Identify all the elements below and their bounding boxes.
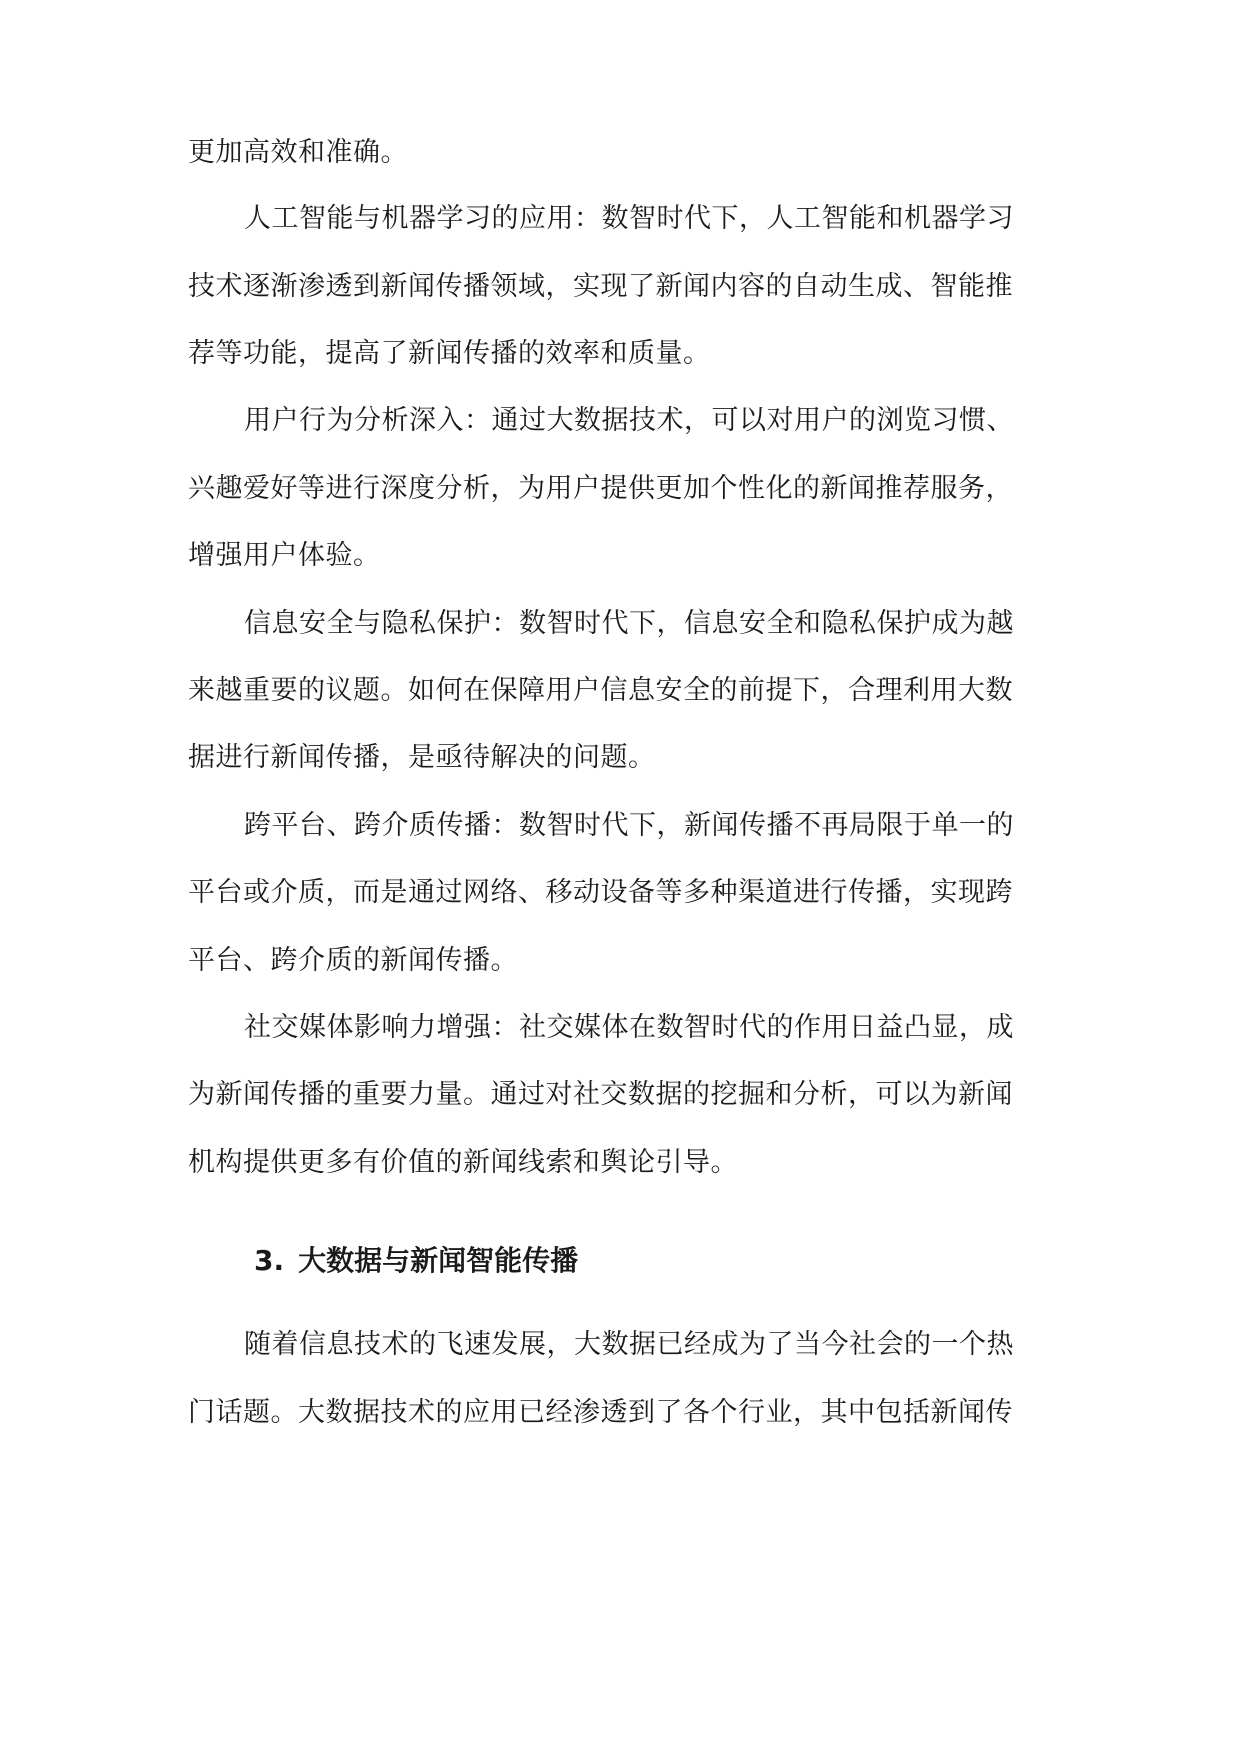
paragraph-line: 跨平台、跨介质传播：数智时代下，新闻传播不再局限于单一的	[244, 810, 1014, 841]
paragraph-line: 据进行新闻传播，是亟待解决的问题。	[188, 742, 656, 773]
section-title: 大数据与新闻智能传播	[298, 1244, 579, 1277]
paragraph-line: 技术逐渐渗透到新闻传播领域，实现了新闻内容的自动生成、智能推	[188, 271, 1013, 302]
paragraph-line: 机构提供更多有价值的新闻线索和舆论引导。	[188, 1147, 738, 1178]
paragraph-line: 门话题。大数据技术的应用已经渗透到了各个行业，其中包括新闻传	[188, 1397, 1013, 1428]
paragraph-line: 更加高效和准确。	[188, 137, 408, 168]
paragraph-line: 平台或介质，而是通过网络、移动设备等多种渠道进行传播，实现跨	[188, 877, 1013, 908]
section-heading	[254, 1240, 1054, 1282]
paragraph-line: 信息安全与隐私保护：数智时代下，信息安全和隐私保护成为越	[244, 608, 1014, 639]
paragraph-line: 随着信息技术的飞速发展，大数据已经成为了当今社会的一个热	[244, 1329, 1014, 1360]
paragraph-line: 用户行为分析深入：通过大数据技术，可以对用户的浏览习惯、	[244, 405, 1014, 436]
paragraph-line: 为新闻传播的重要力量。通过对社交数据的挖掘和分析，可以为新闻	[188, 1079, 1013, 1110]
paragraph-line: 人工智能与机器学习的应用：数智时代下，人工智能和机器学习	[244, 203, 1014, 234]
paragraph-line: 平台、跨介质的新闻传播。	[188, 945, 518, 976]
paragraph-line: 荐等功能，提高了新闻传播的效率和质量。	[188, 338, 711, 369]
section-number: 3.	[254, 1244, 285, 1277]
paragraph-line: 来越重要的议题。如何在保障用户信息安全的前提下，合理利用大数	[188, 675, 1013, 706]
paragraph-line: 兴趣爱好等进行深度分析，为用户提供更加个性化的新闻推荐服务，	[188, 473, 1013, 504]
paragraph-line: 社交媒体影响力增强：社交媒体在数智时代的作用日益凸显，成	[244, 1012, 1014, 1043]
paragraph-line: 增强用户体验。	[188, 540, 381, 571]
